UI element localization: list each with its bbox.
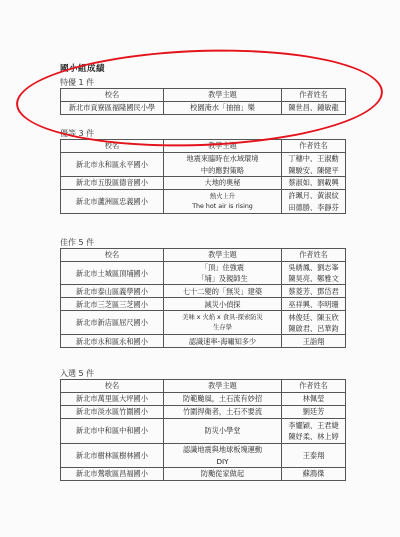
table-row	[61, 444, 346, 468]
table-row	[61, 262, 346, 285]
authors-cell	[282, 298, 346, 311]
school-cell	[61, 468, 164, 481]
table-header-row	[61, 249, 346, 262]
school-cell-line: 新北市貢寮區福隆國民小學	[68, 103, 156, 113]
authors-cell	[282, 153, 346, 177]
authors-cell-line: 巫祥興、李明珊	[288, 299, 339, 309]
column-header-school: 校名	[61, 140, 164, 153]
topic-cell	[164, 262, 282, 285]
authors-cell-line: 劉廷芳	[302, 407, 325, 417]
school-cell-line: 新北市永和區永平國小	[76, 159, 148, 169]
awards-table	[60, 248, 346, 348]
authors-cell-line: 蘇鴻傑	[302, 469, 325, 479]
column-header-authors: 作者姓名	[282, 380, 346, 393]
topic-cell-line: 認識地震與地球板塊運動	[182, 445, 263, 455]
column-header-authors: 作者姓名	[282, 140, 346, 153]
school-cell	[61, 335, 164, 348]
topic-cell-line: 地震來臨時在水域環境	[186, 154, 259, 164]
authors-cell-line: 王詣翔	[302, 336, 325, 346]
topic-cell	[164, 419, 282, 444]
topic-cell	[164, 468, 282, 481]
topic-cell	[164, 406, 282, 419]
authors-cell-line: 陳駿安、陳健平	[288, 165, 339, 175]
authors-cell-line: 田德勝、李靜芬	[288, 202, 339, 212]
topic-cell-line: 熱火上升	[209, 192, 236, 200]
column-header-school: 校名	[61, 380, 164, 393]
school-cell	[61, 190, 164, 214]
section-title: 佳作 5 件	[60, 238, 95, 247]
authors-cell-line: 林俊廷、陳玉欣	[288, 312, 339, 322]
table-row	[61, 335, 346, 348]
table-row	[61, 419, 346, 444]
school-cell	[61, 262, 164, 285]
table-row	[61, 298, 346, 311]
school-cell-line: 新北市永和區永和國小	[76, 336, 148, 346]
topic-cell	[164, 311, 282, 335]
table-row	[61, 311, 346, 335]
page-heading: 國小組成績	[60, 64, 106, 74]
authors-cell-line: 李孋穎、王君婕	[288, 420, 339, 430]
school-cell-line: 新北市泰山區義學國小	[76, 286, 148, 296]
authors-cell-line: 陳昊亮、鄭雅文	[288, 274, 339, 284]
topic-cell-line: 竹圍捍衛者，土石不要流	[182, 407, 263, 417]
authors-cell-line: 蔡淑如、劉載興	[288, 178, 339, 188]
topic-cell	[164, 444, 282, 468]
authors-cell	[282, 311, 346, 335]
school-cell-line: 新北市鶯歌區昌福國小	[76, 469, 148, 479]
topic-cell-line: 「埔」及親師生	[197, 274, 248, 284]
column-header-authors: 作者姓名	[282, 89, 346, 102]
column-header-topic: 教學主題	[164, 89, 282, 102]
awards-table	[60, 139, 346, 214]
school-cell	[61, 419, 164, 444]
section-title: 優等 3 件	[60, 129, 95, 138]
table-row	[61, 393, 346, 406]
table-row	[61, 285, 346, 298]
topic-cell-line: 「頂」住強震	[200, 263, 245, 272]
column-header-topic: 教學主題	[164, 140, 282, 153]
authors-cell-line: 陳啟君、呂華鈞	[288, 323, 339, 333]
school-cell-line: 新北市萬里區大坪國小	[76, 394, 148, 404]
school-cell	[61, 393, 164, 406]
table-header-row	[61, 380, 346, 393]
topic-cell	[164, 190, 282, 214]
authors-cell-line: 吳綉鳳、劉志峯	[288, 263, 339, 272]
school-cell-line: 新北市蘆洲區忠義國小	[76, 196, 148, 206]
authors-cell-line: 丁穗中、王淑勳	[288, 154, 339, 164]
school-cell	[61, 285, 164, 298]
school-cell-line: 新北市樹林區樹林國小	[76, 450, 148, 460]
section-title: 特優 1 件	[60, 78, 95, 87]
school-cell-line: 新北市三芝區三芝國小	[76, 299, 148, 309]
school-cell	[61, 298, 164, 311]
school-cell	[61, 444, 164, 468]
school-cell	[61, 177, 164, 190]
topic-cell	[164, 153, 282, 177]
school-cell-line: 新北市新店區屈尺國小	[76, 318, 148, 328]
topic-cell	[164, 393, 282, 406]
authors-cell	[282, 335, 346, 348]
authors-cell	[282, 393, 346, 406]
school-cell-line: 新北市中和區中和國小	[76, 426, 148, 436]
topic-cell-line: The hot air is rising	[192, 202, 253, 210]
column-header-topic: 教學主題	[164, 249, 282, 262]
authors-cell-line: 林佩瑩	[302, 394, 325, 404]
topic-cell	[164, 285, 282, 298]
authors-cell	[282, 444, 346, 468]
topic-cell-line: 大地的奧秘	[204, 178, 241, 188]
topic-cell-line: 生存學	[213, 323, 232, 331]
topic-cell-line: 防災小學堂	[204, 426, 241, 436]
authors-cell	[282, 285, 346, 298]
column-header-topic: 教學主題	[164, 380, 282, 393]
table-row	[61, 190, 346, 214]
school-cell	[61, 406, 164, 419]
authors-cell-line: 陳妤柔、林上婷	[288, 432, 339, 441]
table-row	[61, 468, 346, 481]
topic-cell-line: 防颱從家做起	[200, 469, 245, 479]
red-circle-annotation	[14, 44, 384, 153]
column-header-authors: 作者姓名	[282, 249, 346, 262]
authors-cell	[282, 262, 346, 285]
topic-cell-line: DIY	[216, 456, 229, 466]
table-row	[61, 177, 346, 190]
school-cell-line: 新北市土城區頂埔國小	[76, 268, 148, 278]
authors-cell-line: 蔡菱芳、鄧岱君	[288, 286, 339, 296]
topic-cell-line: 防範颱風，土石流有妙招	[182, 394, 263, 404]
school-cell	[61, 153, 164, 177]
topic-cell	[164, 298, 282, 311]
topic-cell-line: 認識速率-海嘯知多少	[188, 336, 257, 346]
topic-cell-line: 中的應對策略	[200, 165, 245, 175]
topic-cell-line: 七十二變的「無災」建築	[182, 286, 263, 296]
authors-cell-line: 陳世昌、鍾敏龍	[288, 103, 339, 113]
authors-cell	[282, 190, 346, 214]
table-row	[61, 406, 346, 419]
awards-table	[60, 379, 346, 481]
school-cell-line: 新北市淡水區竹圍國小	[76, 407, 148, 417]
topic-cell	[164, 335, 282, 348]
section-title: 入選 5 件	[60, 369, 95, 378]
topic-cell-line: 美味 x 火焰 x 食具-探索防災	[182, 314, 263, 322]
school-cell-line: 新北市五股區德音國小	[76, 178, 148, 188]
school-cell	[61, 311, 164, 335]
column-header-school: 校名	[61, 89, 164, 102]
authors-cell-line: 王泰翔	[302, 450, 325, 460]
topic-cell-line: 減災小偵探	[204, 299, 241, 309]
authors-cell	[282, 468, 346, 481]
column-header-school: 校名	[61, 249, 164, 262]
authors-cell	[282, 406, 346, 419]
authors-cell-line: 許珮月、黃淑紋	[288, 191, 339, 201]
topic-cell-line: 校園淹水「抽抽」樂	[190, 103, 255, 113]
topic-cell	[164, 177, 282, 190]
table-row	[61, 153, 346, 177]
authors-cell	[282, 419, 346, 444]
authors-cell	[282, 177, 346, 190]
